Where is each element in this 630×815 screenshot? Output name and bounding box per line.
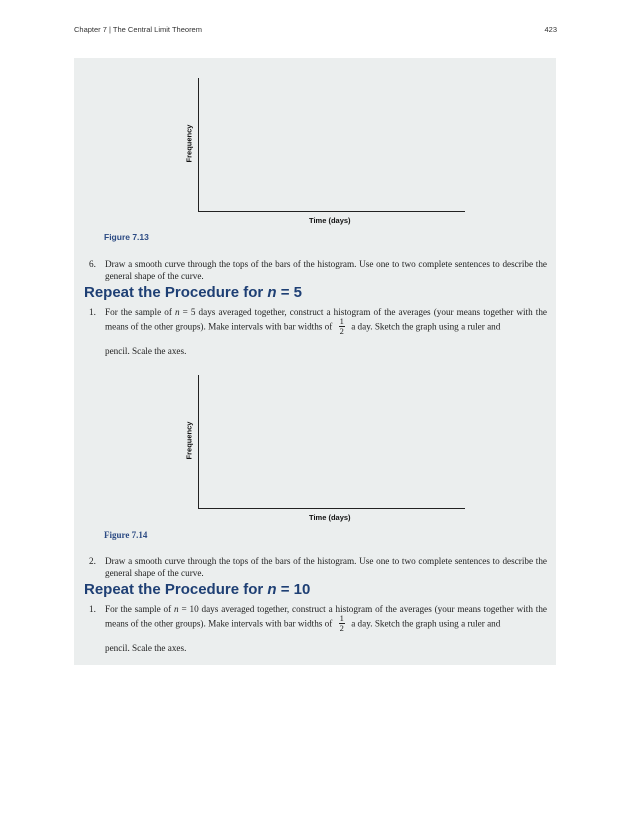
figure-caption: Figure 7.14: [104, 530, 148, 540]
x-axis-label: Time (days): [309, 513, 351, 522]
item-text: Draw a smooth curve through the tops of the bars of the histogram. Use one to two complete sentences to describe the general shape of the curve.: [105, 259, 547, 281]
item-text: Draw a smooth curve through the tops of the bars of the histogram. Use one to two complete sentences to describe the general shape of the curve.: [105, 556, 547, 578]
y-axis-label: Frequency: [184, 124, 194, 163]
page-number: 423: [544, 25, 557, 34]
section-title-n5: Repeat the Procedure for n = 5: [84, 284, 302, 301]
item-number: 2.: [89, 556, 96, 566]
y-axis: [198, 375, 199, 509]
x-axis-label: Time (days): [309, 216, 351, 225]
figure-caption: Figure 7.13: [104, 232, 149, 242]
fraction: $\frac{1}{2}$: [339, 316, 344, 336]
y-axis: [198, 78, 199, 212]
item-number: 1.: [89, 307, 96, 317]
item-number: 6.: [89, 259, 96, 269]
section-title-n10: Repeat the Procedure for n = 10: [84, 581, 311, 598]
y-axis-label: Frequency: [184, 421, 194, 460]
fraction: $\frac{1}{2}$: [339, 613, 344, 633]
x-axis: [198, 508, 465, 509]
item-text: For the sample of n = 10 days averaged together, construct a histogram of the averages (your means together with the means of the other groups). Make intervals with bar widths of $\frac{1}{2}$ a day. Sketch the graph using a ruler and pencil. Scale the axes.: [105, 604, 547, 653]
item-text: For the sample of n = 5 days averaged together, construct a histogram of the averages (your means together with the means of the other groups). Make intervals with bar widths of $\frac{1}{2}$ a day. Sketch the graph using a ruler and pencil. Scale the axes.: [105, 307, 548, 356]
chapter-title: Chapter 7 | The Central Limit Theorem: [74, 25, 202, 34]
item-number: 1.: [89, 604, 96, 614]
x-axis: [198, 211, 465, 212]
